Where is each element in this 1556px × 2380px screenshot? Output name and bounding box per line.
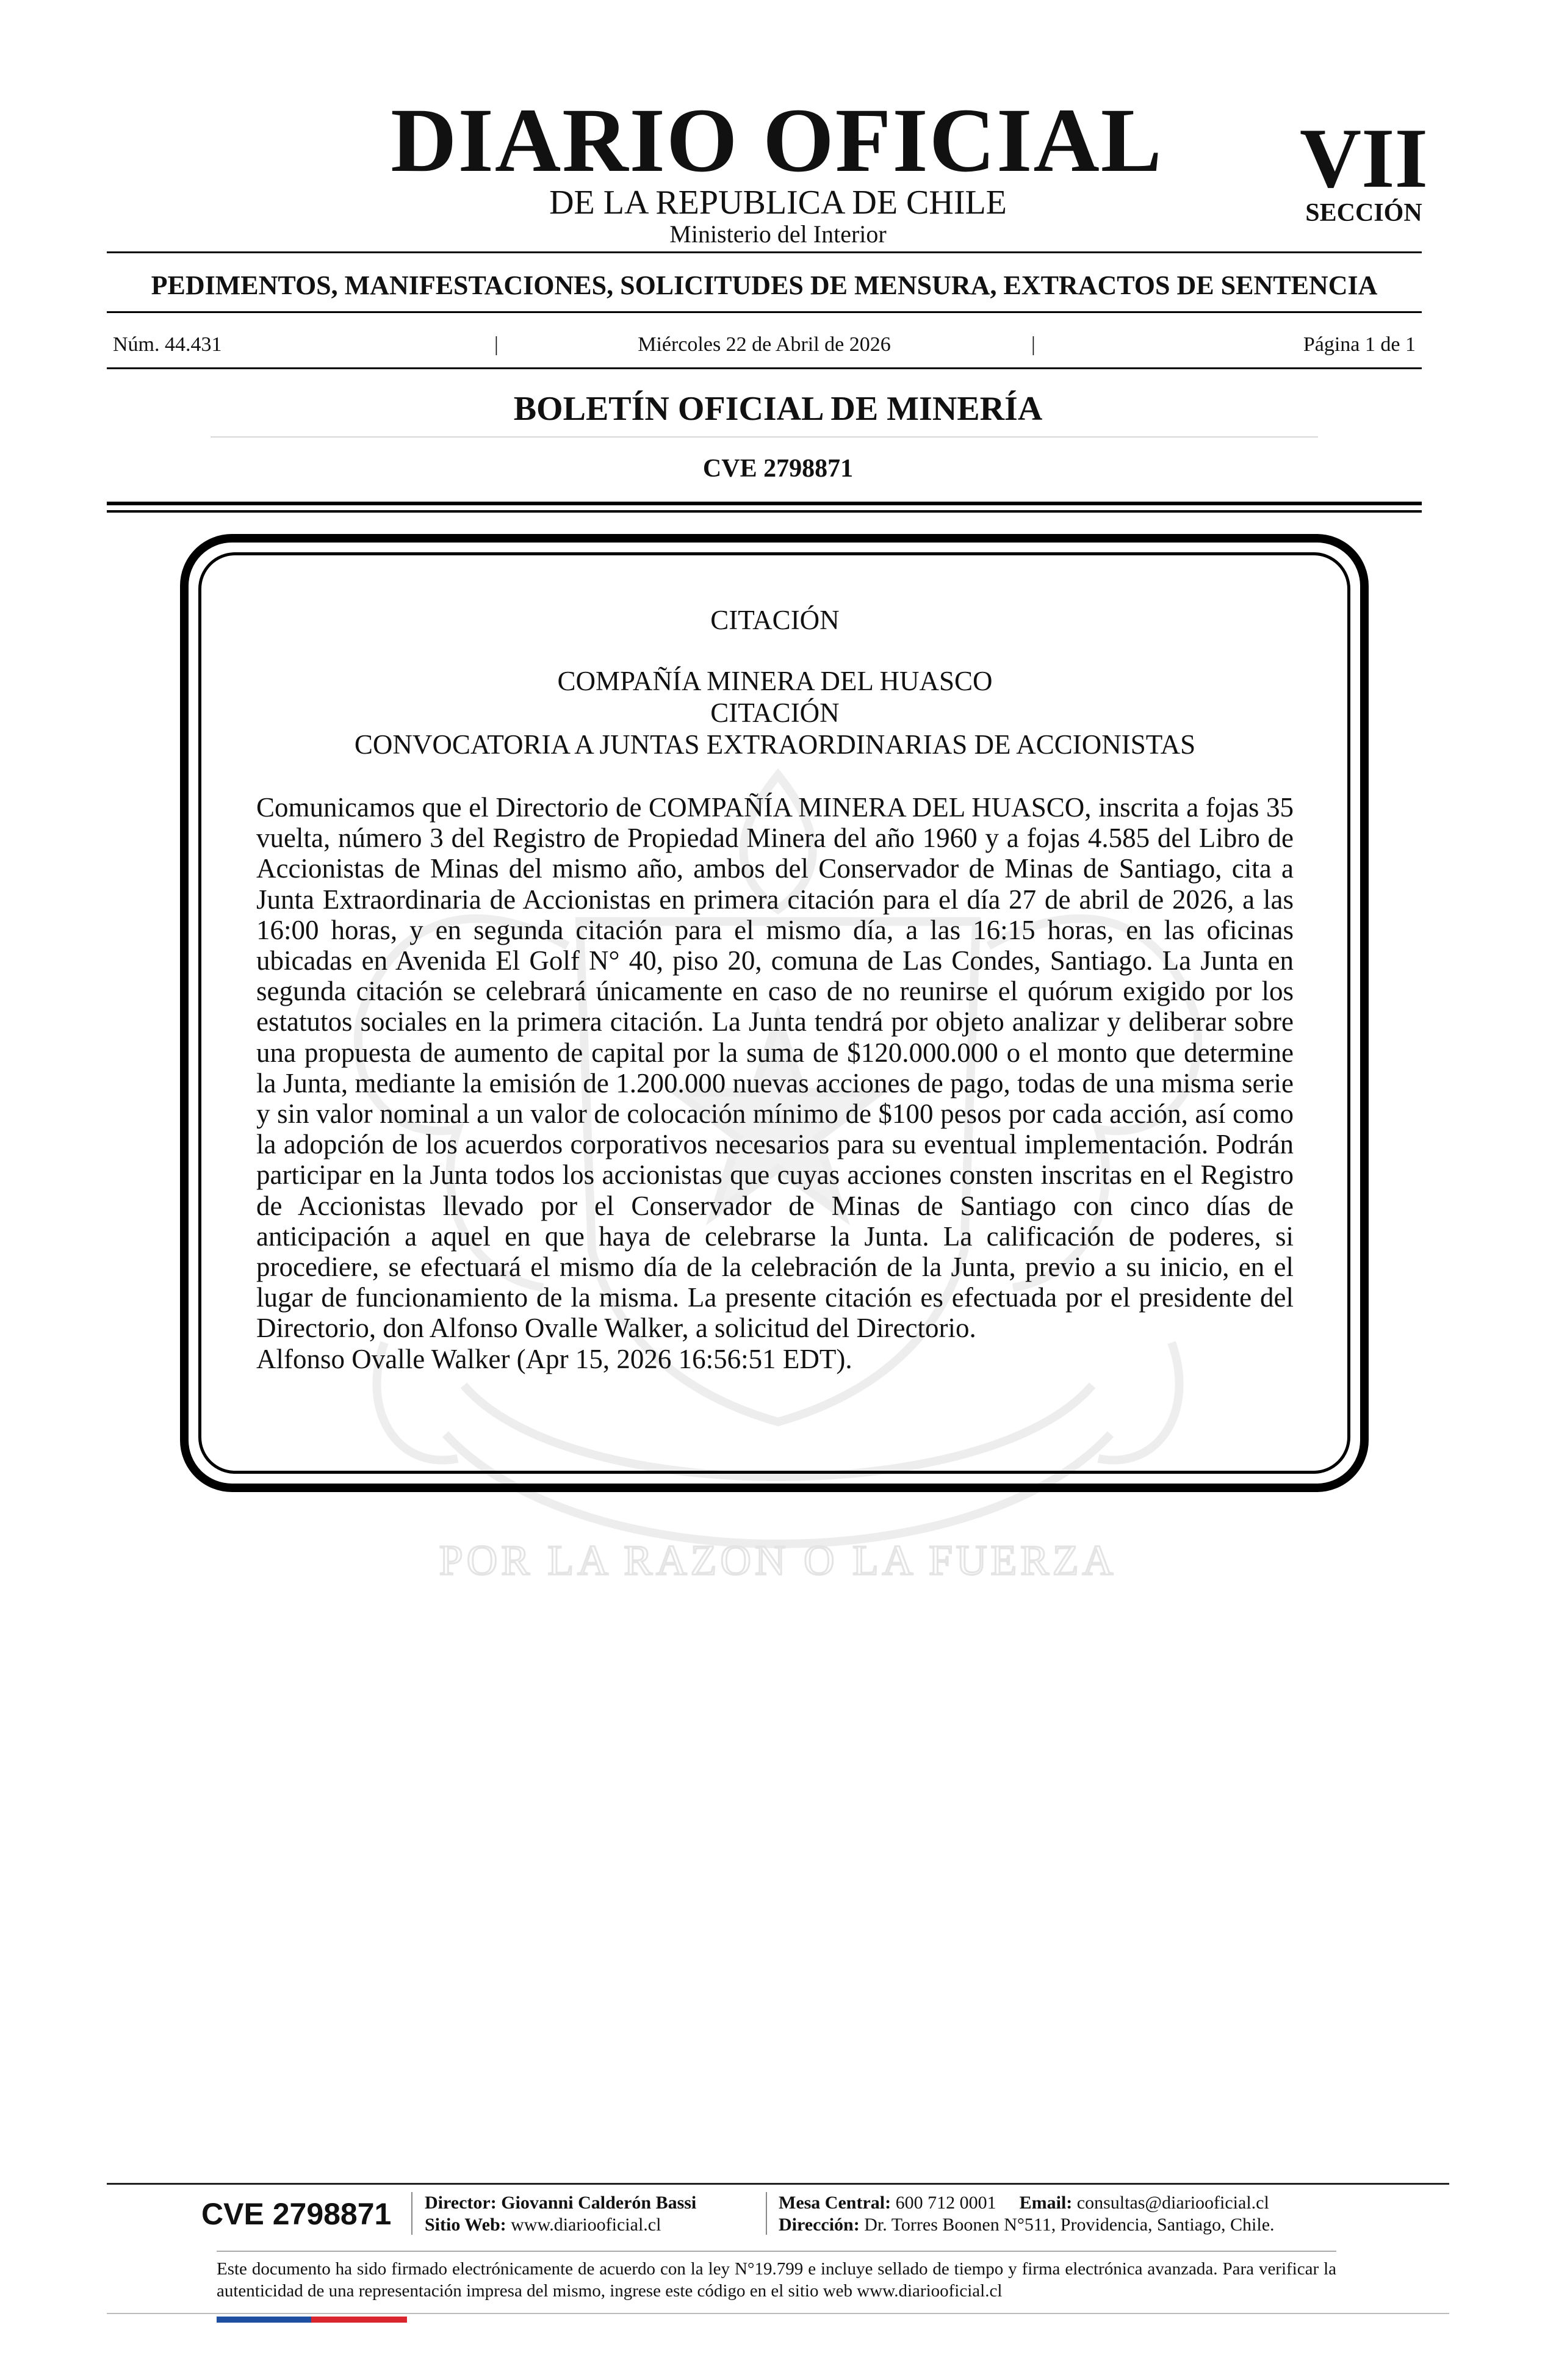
footer-legal-note: Este documento ha sido firmado electrónicamente de acuerdo con la ley N°19.799 e incluye sellado de tiempo y firma electrónica avanzada. Para verificar la autenticidad de una representación impresa del mismo, ingrese este código en el sitio web www.diariooficial.cl <box>217 2259 1336 2301</box>
notice-heading: CITACIÓN <box>710 605 840 635</box>
footer-cve-code: CVE 2798871 <box>201 2197 392 2231</box>
notice-body: Comunicamos que el Directorio de COMPAÑÍA MINERA DEL HUASCO, inscrita a fojas 35 vuelta, número 3 del Registro de Propiedad Minera del año 1960 y a fojas 4.585 del Libro de Accionistas de Minas del mismo año, ambos del Conservador de Minas de Santiago, cita a Junta Extraordinaria de Accionistas en primera citación para el día 27 de abril de 2026, a las 16:00 horas, y en segunda citación para el mismo día, a las 16:15 horas, en las oficinas ubicadas en Avenida El Golf N° 40, piso 20, comuna de Las Condes, Santiago. La Junta en segunda citación se celebrará únicamente en caso de no reunirse el quórum exigido por los estatutos sociales en la primera citación. La Junta tendrá por objeto analizar y deliberar sobre una propuesta de aumento de capital por la suma de $120.000.000 o el monto que determine la Junta, mediante la emisión de 1.200.000 nuevas acciones de pago, todas de una misma serie y sin valor nominal a un valor de colocación mínimo de $100 pesos por cada acción, así como la adopción de los acuerdos corporativos necesarios para su eventual implementación. Podrán participar en la Junta todos los accionistas que cuyas acciones consten inscritas en el Registro de Accionistas llevado por el Conservador de Minas de Santiago con cinco días de anticipación a aquel en que haya de celebrarse la Junta. La calificación de poderes, si procediere, se efectuará el mismo día de la celebración de la Junta, previo a su inicio, en el lugar de funcionamiento de la misma. La presente citación es efectuada por el presidente del Directorio, don Alfonso Ovalle Walker, a solicitud del Directorio. <box>256 792 1294 1344</box>
info-rule <box>107 367 1422 369</box>
masthead <box>0 92 1556 250</box>
section-number: VII <box>1299 111 1428 206</box>
email-label: Email: <box>1019 2193 1073 2213</box>
watermark-motto: POR LA RAZON O LA FUERZA <box>439 1537 1117 1584</box>
address-label: Dirección: <box>779 2215 860 2235</box>
issue-date: Miércoles 22 de Abril de 2026 <box>638 333 891 356</box>
convocation-title: CONVOCATORIA A JUNTAS EXTRAORDINARIAS DE ACCIONISTAS <box>354 729 1196 760</box>
banner-rule <box>107 311 1422 313</box>
phone-label: Mesa Central: <box>779 2193 891 2213</box>
company-name: COMPAÑÍA MINERA DEL HUASCO <box>557 666 993 696</box>
double-rule-bottom <box>107 510 1422 513</box>
newspaper-title: DIARIO OFICIAL <box>391 90 1163 191</box>
footer-separator <box>766 2192 767 2235</box>
footer-contact-block <box>779 2192 1275 2236</box>
info-separator: | <box>1031 333 1036 356</box>
double-rule-top <box>107 502 1422 505</box>
page-indicator: Página 1 de 1 <box>1303 333 1416 356</box>
issue-info-line <box>113 330 1416 360</box>
website-label: Sitio Web: <box>425 2215 506 2235</box>
website-link[interactable]: www.diariooficial.cl <box>511 2215 661 2235</box>
footer-director-block <box>425 2192 696 2236</box>
footer-divider <box>217 2251 1336 2252</box>
footer-separator <box>411 2192 412 2235</box>
address-text: Dr. Torres Boonen N°511, Providencia, Santiago, Chile. <box>864 2215 1275 2235</box>
notice-subheading: CITACIÓN <box>710 698 840 728</box>
notice-content <box>256 604 1294 1374</box>
footer-bottom-rule <box>107 2313 1449 2314</box>
ministry-label: Ministerio del Interior <box>669 220 887 248</box>
section-label: SECCIÓN <box>1305 199 1422 227</box>
director-name: Giovanni Calderón Bassi <box>501 2193 697 2213</box>
bulletin-title: BOLETÍN OFICIAL DE MINERÍA <box>513 390 1043 428</box>
info-separator: | <box>494 333 499 356</box>
bulletin-divider <box>211 436 1318 438</box>
newspaper-subtitle: DE LA REPUBLICA DE CHILE <box>549 184 1007 222</box>
director-label: Director: <box>425 2193 497 2213</box>
cve-code: CVE 2798871 <box>702 455 854 483</box>
email-link[interactable]: consultas@diariooficial.cl <box>1076 2193 1269 2213</box>
section-banner: PEDIMENTOS, MANIFESTACIONES, SOLICITUDES DE MENSURA, EXTRACTOS DE SENTENCIA <box>151 270 1378 300</box>
flag-stripe-blue <box>217 2317 311 2323</box>
flag-stripe-red <box>311 2317 407 2323</box>
phone-number: 600 712 0001 <box>895 2193 996 2213</box>
footer-rule <box>107 2183 1449 2185</box>
notice-signature: Alfonso Ovalle Walker (Apr 15, 2026 16:56:51 EDT). <box>256 1343 852 1374</box>
header-rule <box>107 251 1422 253</box>
issue-number: Núm. 44.431 <box>113 333 222 356</box>
